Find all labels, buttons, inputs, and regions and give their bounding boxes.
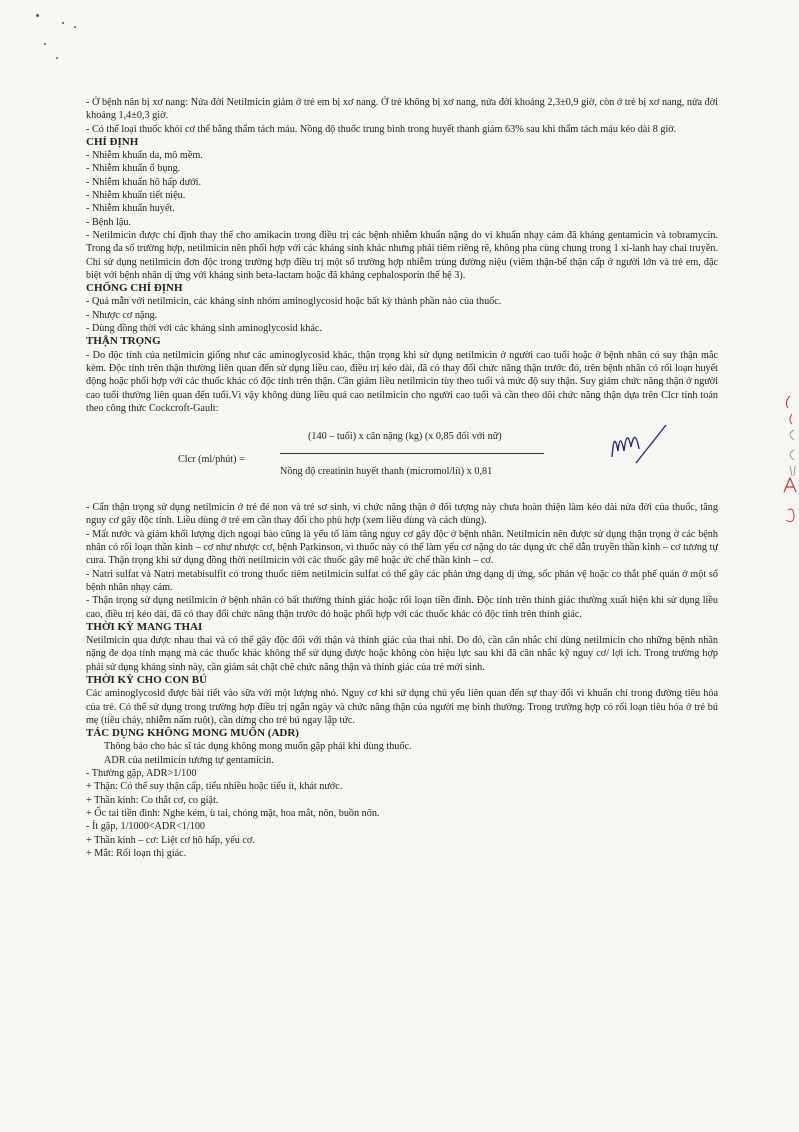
paragraph: - Dùng đồng thời với các kháng sinh aminoglycosid khác. bbox=[86, 323, 322, 335]
scan-speck bbox=[56, 57, 58, 59]
scan-speck bbox=[44, 43, 46, 45]
paragraph: - Thường gặp, ADR>1/100 bbox=[86, 768, 197, 780]
paragraph: - Natri sulfat và Natri metabisulfit có trong thuốc tiêm netilmicin sulfat có thể gây các phản ứng dạng dị ứng, sốc phản vệ hoặc co thắt phế quản ở một số bệnh nhân nhạy cảm. bbox=[86, 568, 718, 593]
scan-speck bbox=[36, 14, 39, 17]
paragraph: - Nhược cơ nặng. bbox=[86, 309, 158, 321]
paragraph: - Quá mẫn với netilmicin, các kháng sinh nhóm aminoglycosid hoặc bất kỳ thành phần nào của thuốc. bbox=[86, 296, 502, 308]
section-heading: THỜI KỲ CHO CON BÚ bbox=[86, 673, 208, 686]
section-heading: TÁC DỤNG KHÔNG MONG MUỐN (ADR) bbox=[86, 727, 299, 740]
section-heading: THỜI KỲ MANG THAI bbox=[86, 620, 203, 633]
paragraph: - Nhiễm khuẩn huyết. bbox=[86, 203, 175, 215]
section-heading: CHỈ ĐỊNH bbox=[86, 135, 139, 148]
formula-numerator: (140 – tuổi) x cân nặng (kg) (x 0,85 đối với nữ) bbox=[308, 431, 502, 443]
paragraph: - Ít gặp, 1/1000<ADR<1/100 bbox=[86, 821, 206, 833]
paragraph: Thông báo cho bác sĩ tác dụng không mong muốn gặp phải khi dùng thuốc. bbox=[104, 741, 412, 753]
paragraph: + Thận: Có thể suy thận cấp, tiểu nhiều hoặc tiểu ít, khát nước. bbox=[86, 781, 343, 793]
paragraph: + Ốc tai tiền đình: Nghe kém, ù tai, chóng mặt, hoa mắt, nôn, buồn nôn. bbox=[86, 807, 380, 819]
paragraph: ADR của netilmicin tương tự gentamicin. bbox=[104, 754, 274, 766]
fraction-bar bbox=[280, 453, 544, 454]
handwritten-signature bbox=[606, 417, 676, 477]
paragraph: - Netilmicin được chỉ định thay thế cho amikacin trong điều trị các bệnh nhiễm khuẩn nặng do vi khuẩn nhạy cảm đã kháng gentamicin và tobramycin. Trong đa số trường hợp, netilmicin nên phối hợp với các kháng sinh khác nhưng phải tiêm riêng rẽ, không pha cùng chung trong 1 xi-lanh hay chai truyền. Chỉ sử dụng netilmicin đơn độc trong trường hợp điều trị một số trường hợp nhiễm trùng đường niệu (viêm thận-bể thận cấp ở người lớn và trẻ em, đặc biệt với bệnh nhân dị ứng với kháng sinh beta-lactam hoặc đã kháng cephalosporin thế hệ 3). bbox=[86, 229, 718, 281]
paragraph: - Nhiễm khuẩn hô hấp dưới. bbox=[86, 176, 202, 188]
paragraph: - Nhiễm khuẩn da, mô mềm. bbox=[86, 150, 203, 162]
paragraph: - Ở bệnh nân bị xơ nang: Nửa đời Netilmicin giảm ở trẻ em bị xơ nang. Ở trẻ không bị xơ nang, nửa đời khoảng 2,3±0,9 giờ, còn ở trẻ bị xơ nang, nửa đời khoảng 1,4±0,3 giờ. bbox=[86, 97, 718, 122]
section-heading: THẬN TRỌNG bbox=[86, 335, 161, 348]
paragraph: - Mất nước và giảm khối lượng dịch ngoại bào cũng là yếu tố làm tăng nguy cơ gây độc ở bệnh nhân. Netilmicin nên được sử dụng thận trọng ở các bệnh nhân có rối loạn thần kinh – cơ như nhược cơ, bệnh Parkinson, vì thuốc này có thể làm yếu cơ nặng do tác dụng ức chế dẫn truyền thần kinh – cơ tương tự cura. Thận trọng khi sử dụng đồng thời netilmicin với các thuốc gây mê hoặc ức chế thần kinh – cơ. bbox=[86, 528, 718, 567]
paragraph: - Cẩn thận trọng sử dụng netilmicin ở trẻ đẻ non và trẻ sơ sinh, vì chức năng thận ở đối tượng này chưa hoàn thiện làm kéo dài nửa đời của thuốc, tăng nguy cơ gây độc tính. Liều dùng ở trẻ em cần thay đổi cho phù hợp (xem liều dùng và cách dùng). bbox=[86, 502, 718, 527]
paragraph: Netilmicin qua được nhau thai và có thể gây độc đối với thận và thính giác của thai nhi. Do đó, cần cân nhắc chỉ dùng netilmicin cho những bệnh nhân nặng đe dọa tính mạng mà các thuốc khác không thể sử dụng được hoặc không còn hiệu lực sau khi đã cân nhắc kỹ nguy cơ/ lợi ích. Trong trường hợp phải sử dụng kháng sinh này, cần giám sát chặt chẽ chức năng thận và thính giác của trẻ mới sinh. bbox=[86, 635, 718, 673]
paragraph: - Nhiễm khuẩn ổ bụng. bbox=[86, 163, 181, 175]
paragraph: + Thần kinh – cơ: Liệt cơ hô hấp, yếu cơ. bbox=[86, 834, 255, 846]
margin-handwriting bbox=[768, 392, 798, 532]
scan-speck bbox=[74, 26, 76, 28]
paragraph: Các aminoglycosid được bài tiết vào sữa với một lượng nhỏ. Nguy cơ khi sử dụng chủ yếu liên quan đến sự thay đổi vi khuẩn chí trong đường tiêu hóa của trẻ. Có thể sử dụng trong trường hợp điều trị ngắn ngày và chức năng thận của người mẹ bình thường. Trong trường hợp có rối loạn tiêu hóa ở trẻ bú mẹ (tiêu chảy, nhiễm nấm ruột), cần dừng cho trẻ bú ngay lập tức. bbox=[86, 688, 718, 726]
section-heading: CHỐNG CHỈ ĐỊNH bbox=[86, 282, 183, 295]
paragraph: - Có thể loại thuốc khỏi cơ thể bằng thẩm tách máu. Nồng độ thuốc trung bình trong huyết thanh giảm 63% sau khi thẩm tách máu kéo dài 8 giờ. bbox=[86, 123, 677, 135]
paragraph: - Do độc tính của netilmicin giống như các aminoglycosid khác, thận trọng khi sử dụng netilmicin ở người cao tuổi hoặc ở bệnh nhân có suy thận mắc kèm. Độc tính trên thận thường liên quan đến sử dụng liều cao, điều trị kéo dài, đã có thay đổi chức năng thận trước đó, trên bệnh nhân có rối loạn huyết động hoặc phối hợp với các thuốc khác có độc tính trên thận. Cần giảm liều netilmicin tùy theo tuổi và mức độ suy thận. Suy giảm chức năng thận ở người cao tuổi thường liên quan đến tuổi.Vì vậy không dùng liều quá cao netilmicin cho người cao tuổi và cần theo dõi chức năng thận dựa trên Clcr tính toán theo công thức Cockcroft-Gault: bbox=[86, 349, 718, 414]
paragraph: - Bệnh lậu. bbox=[86, 216, 131, 228]
formula-lhs: Clcr (ml/phút) = bbox=[178, 454, 245, 466]
creatinine-clearance-formula bbox=[86, 419, 718, 497]
paragraph: - Thận trọng sử dụng netilmicin ở bệnh nhân có bất thường thính giác hoặc rối loạn tiền đình. Độc tính trên thính giác thường xuất hiện khi sử dụng liều cao, điều trị kéo dài, đã có thay đổi chức năng thận trước đó hoặc phối hợp với các thuốc khác có độc tính trên thính giác. bbox=[86, 595, 718, 620]
paragraph: + Thần kinh: Co thắt cơ, co giật. bbox=[86, 794, 219, 806]
paragraph: + Mắt: Rối loạn thị giác. bbox=[86, 847, 187, 859]
formula-denominator: Nồng độ creatinin huyết thanh (micromol/lít) x 0,81 bbox=[280, 466, 493, 478]
scan-speck bbox=[62, 22, 64, 24]
paragraph: - Nhiễm khuẩn tiết niệu. bbox=[86, 190, 186, 202]
document-body bbox=[86, 96, 718, 860]
